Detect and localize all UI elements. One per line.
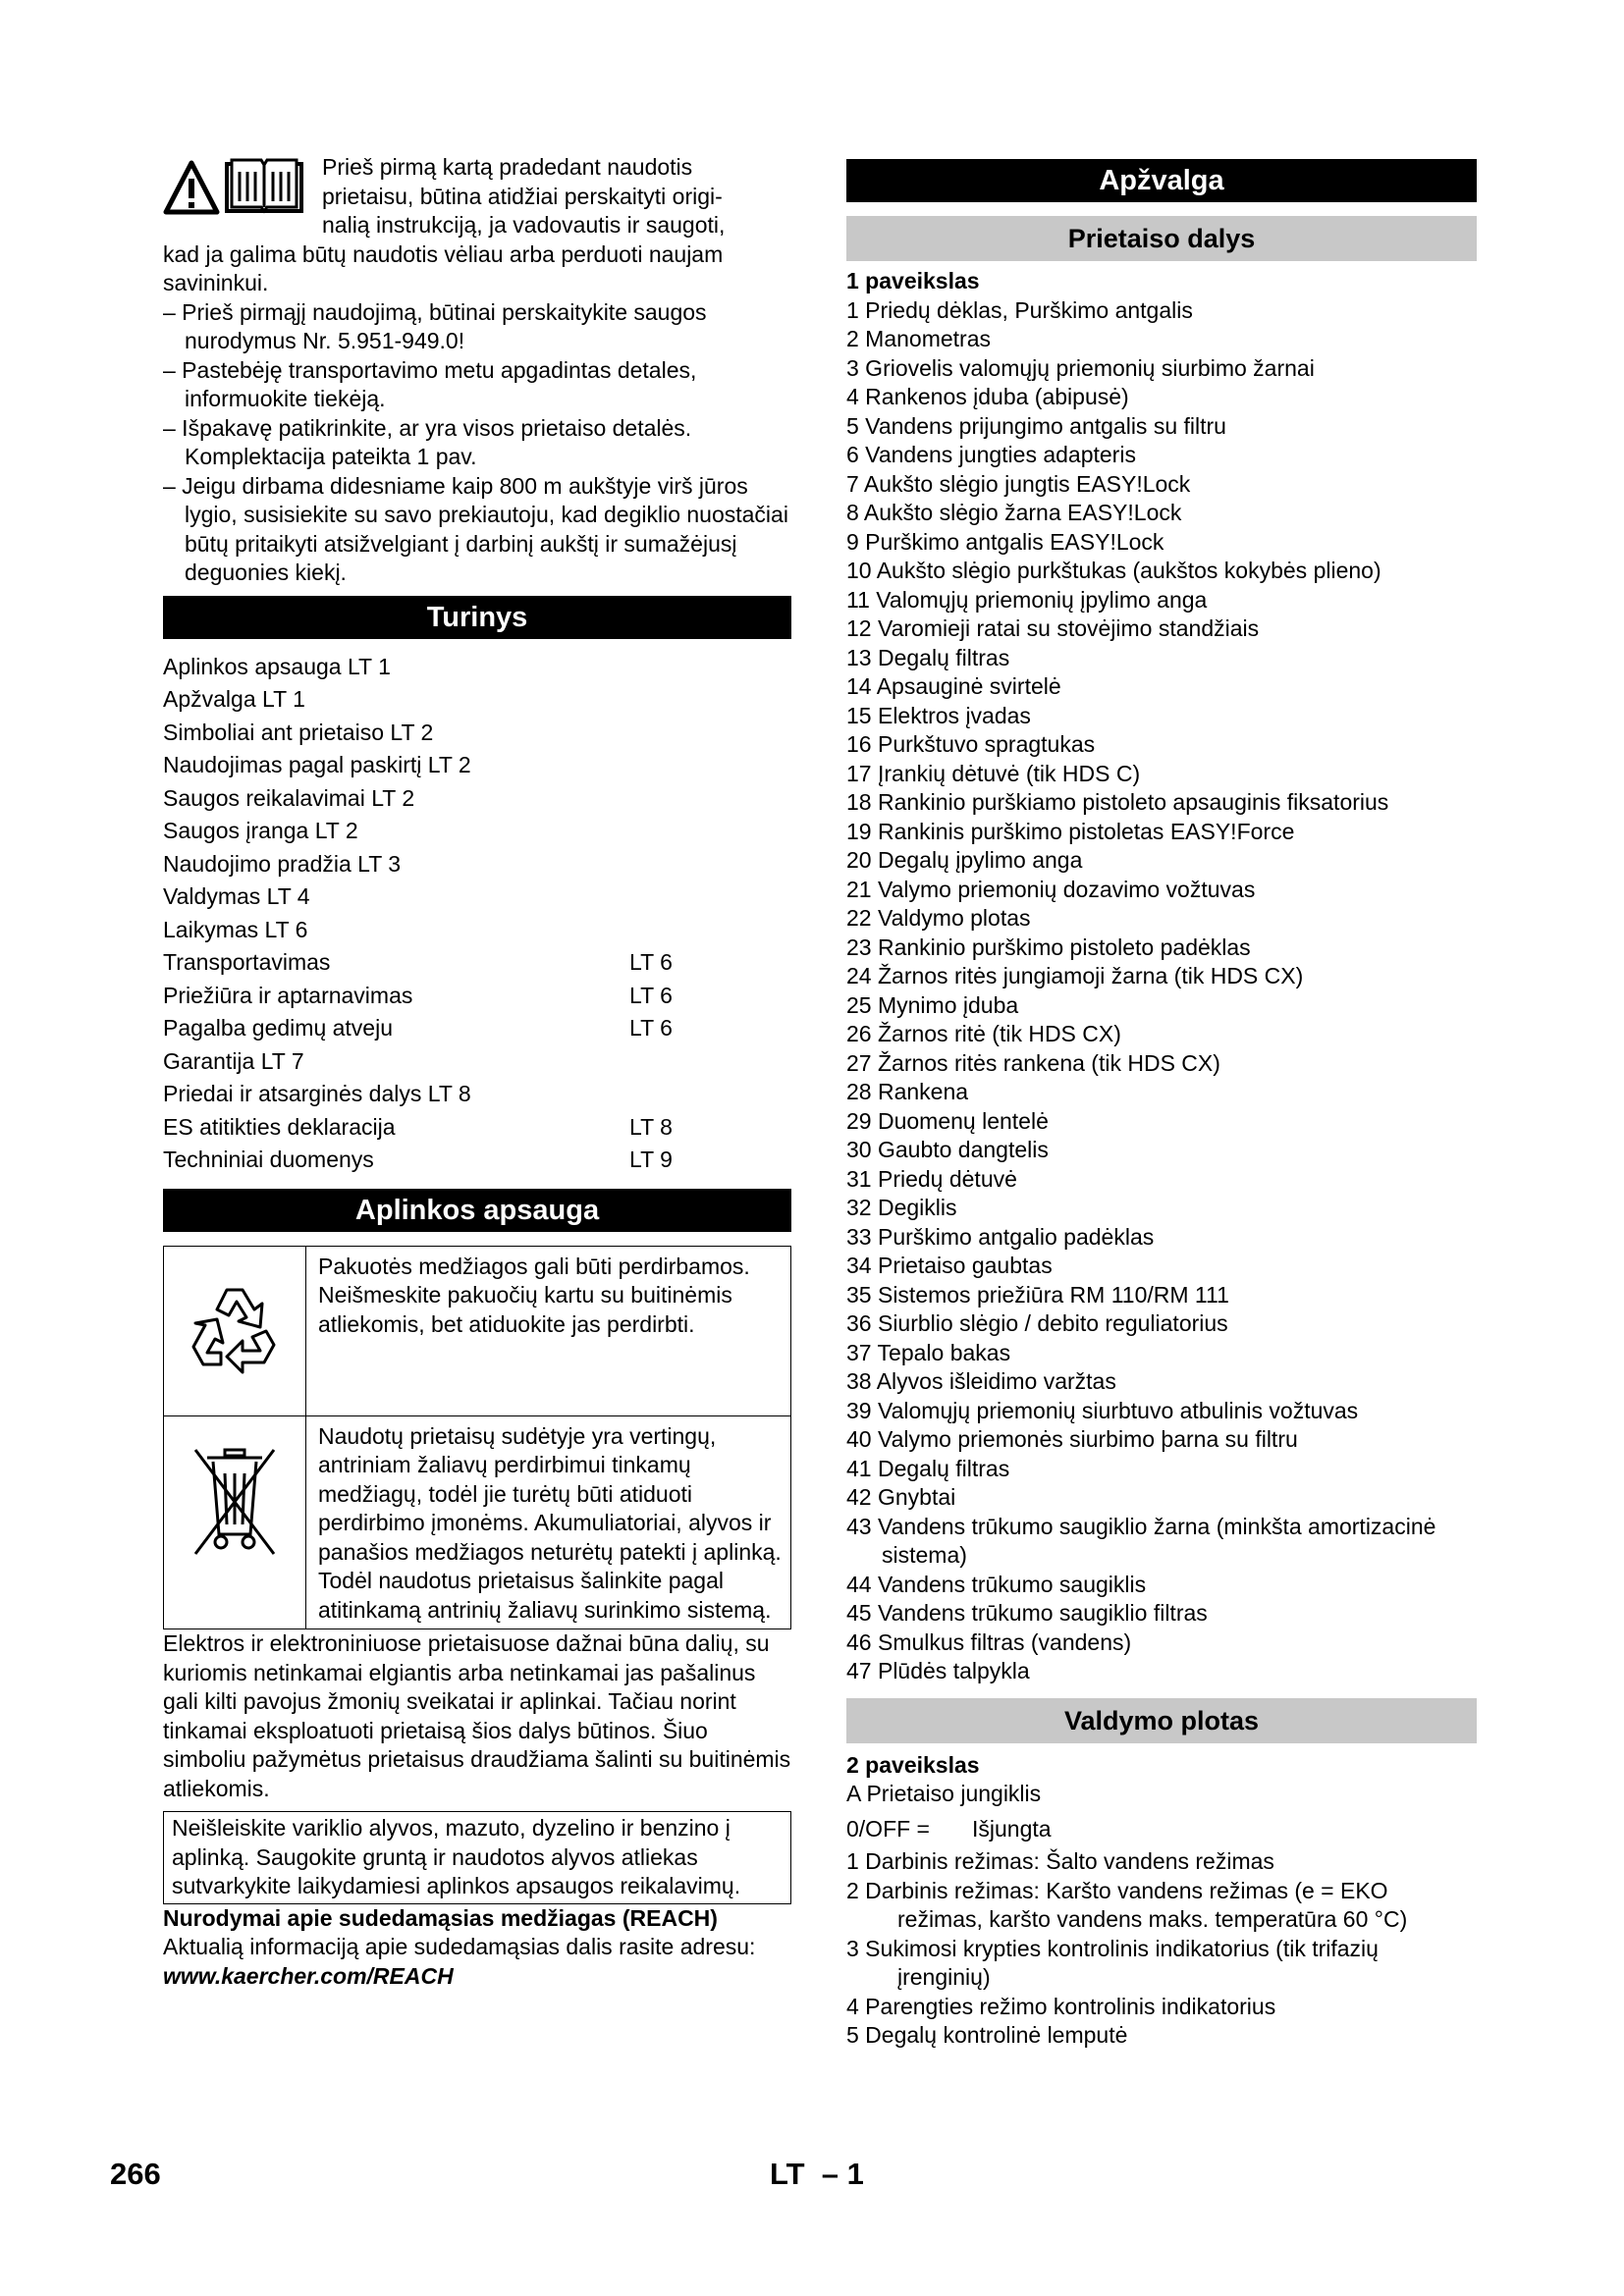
- env-table: [163, 1246, 791, 1630]
- part-item: 18 Rankinio purškiamo pistoleto apsauginis fiksatorius: [846, 789, 1389, 815]
- env-icon-cell: [164, 1246, 306, 1415]
- intro-bullet: – Prieš pirmąjį naudojimą, būtinai perskaitykite saugos nurodymus Nr. 5.951-949.0!: [163, 298, 707, 353]
- control-item: 5 Degalų kontrolinė lemputė: [846, 2022, 1128, 2048]
- part-item: 38 Alyvos išleidimo varžtas: [846, 1368, 1116, 1394]
- part-item: 17 Įrankių dėtuvė (tik HDS C): [846, 760, 1141, 786]
- toc-heading: Turinys: [163, 596, 791, 639]
- part-item: 46 Smulkus filtras (vandens): [846, 1629, 1132, 1655]
- parts-heading: Prietaiso dalys: [846, 216, 1477, 261]
- toc-entry-title: Naudojimo pradžia LT 3: [163, 850, 402, 877]
- toc-entry-title: Transportavimas: [163, 949, 331, 975]
- intro-section: [163, 153, 791, 588]
- figure-2-label: 2 paveikslas: [846, 1751, 980, 1778]
- toc-entry[interactable]: [163, 651, 791, 684]
- parts-list: [846, 296, 1477, 1686]
- part-item: 25 Mynimo įduba: [846, 991, 1019, 1018]
- toc-entry-title: Pagalba gedimų atveju: [163, 1015, 393, 1041]
- oil-warning-box: Neišleiskite variklio alyvos, mazuto, dyzelino ir benzino į aplinką. Saugokite gruntą ir naudotos alyvos atliekas sutvarkykite laikydamiesi aplinkos apsaugos reikalavimų.: [163, 1811, 791, 1904]
- part-item: 15 Elektros įvadas: [846, 702, 1031, 728]
- toc-list: [163, 651, 791, 1177]
- part-item: 4 Rankenos įduba (abipusė): [846, 384, 1129, 409]
- control-item: 2 Darbinis režimas: Karšto vandens režimas (e = EKO režimas, karšto vandens maks. temperatūra 60 °C): [846, 1877, 1408, 1932]
- intro-bullet: – Išpakavę patikrinkite, ar yra visos prietaiso detalės. Komplektacija pateikta 1 pav.: [163, 414, 692, 469]
- part-item: 11 Valomųjų priemonių įpylimo anga: [846, 586, 1208, 613]
- part-item: 21 Valymo priemonių dozavimo vožtuvas: [846, 876, 1256, 902]
- env-row-recycle: [164, 1246, 791, 1415]
- page-number: 266: [110, 2157, 161, 2191]
- control-list: [846, 1847, 1477, 2051]
- part-item: 26 Žarnos ritė (tik HDS CX): [846, 1021, 1121, 1046]
- intro-line-3: nalią instrukciją, ja vadovautis ir saugoti,: [322, 212, 726, 238]
- part-item: 31 Priedų dėtuvė: [846, 1165, 1017, 1192]
- toc-entry-title: Laikymas LT 6: [163, 916, 308, 942]
- toc-entry[interactable]: [163, 1045, 791, 1079]
- toc-entry-title: Apžvalga LT 1: [163, 686, 305, 712]
- part-item: 22 Valdymo plotas: [846, 905, 1031, 931]
- toc-entry[interactable]: [163, 914, 791, 947]
- part-item: 33 Purškimo antgalio padėklas: [846, 1223, 1155, 1250]
- toc-entry-page: LT 8: [629, 1113, 673, 1140]
- part-item: 20 Degalų įpylimo anga: [846, 847, 1083, 873]
- part-item: 8 Aukšto slėgio žarna EASY!Lock: [846, 500, 1182, 525]
- control-item: 3 Sukimosi krypties kontrolinis indikatorius (tik trifazių įrenginių): [846, 1935, 1379, 1990]
- part-item: 32 Degiklis: [846, 1195, 957, 1220]
- off-value: Išjungta: [972, 1815, 1052, 1842]
- part-item: 45 Vandens trūkumo saugiklio filtras: [846, 1600, 1208, 1626]
- toc-entry-title: Saugos reikalavimai LT 2: [163, 784, 415, 811]
- env-icon-cell: [164, 1415, 306, 1629]
- part-item: 39 Valomųjų priemonių siurbtuvo atbulinis vožtuvas: [846, 1397, 1359, 1423]
- env-heading: Aplinkos apsauga: [163, 1189, 791, 1232]
- part-item: 16 Purkštuvo spragtukas: [846, 731, 1096, 757]
- part-item: 5 Vandens prijungimo antgalis su filtru: [846, 412, 1226, 439]
- toc-entry-title: Priedai ir atsarginės dalys LT 8: [163, 1081, 471, 1106]
- switch-label: A Prietaiso jungiklis: [846, 1781, 1042, 1806]
- intro-rest: kad ja galima būtų naudotis vėliau arba perduoti naujam savininkui.: [163, 240, 724, 295]
- part-item: 36 Siurblio slėgio / debito reguliatorius: [846, 1310, 1228, 1336]
- toc-entry[interactable]: [163, 782, 791, 816]
- toc-entry[interactable]: [163, 1012, 791, 1045]
- part-item: 44 Vandens trūkumo saugiklis: [846, 1571, 1147, 1597]
- toc-entry[interactable]: [163, 946, 791, 980]
- toc-entry[interactable]: [163, 683, 791, 717]
- part-item: 41 Degalų filtras: [846, 1455, 1010, 1481]
- toc-entry[interactable]: [163, 881, 791, 914]
- toc-entry-title: ES atitikties deklaracija: [163, 1113, 396, 1140]
- toc-entry-page: LT 6: [629, 982, 673, 1008]
- off-row: [846, 1815, 1477, 1844]
- toc-entry[interactable]: [163, 815, 791, 848]
- recycle-text: Pakuotės medžiagos gali būti perdirbamos. Neišmeskite pakuočių kartu su buitinėmis atliekomis, bet atiduokite jas perdirbti.: [306, 1246, 791, 1415]
- toc-entry-page: LT 6: [629, 949, 673, 975]
- toc-entry[interactable]: [163, 1144, 791, 1177]
- reach-heading: Nurodymai apie sudedamąsias medžiagas (REACH): [163, 1904, 718, 1931]
- part-item: 3 Griovelis valomųjų priemonių siurbimo žarnai: [846, 354, 1315, 381]
- warning-icon: [163, 160, 220, 217]
- off-key: 0/OFF =: [846, 1815, 930, 1842]
- overview-heading: Apžvalga: [846, 159, 1477, 202]
- language-page-label: LT – 1: [770, 2157, 864, 2191]
- part-item: 14 Apsauginė svirtelė: [846, 673, 1061, 699]
- part-item: 10 Aukšto slėgio purkštukas (aukštos kokybės plieno): [846, 558, 1381, 583]
- part-item: 9 Purškimo antgalis EASY!Lock: [846, 528, 1164, 555]
- env-row-weee: [164, 1415, 791, 1629]
- control-panel-heading: Valdymo plotas: [846, 1698, 1477, 1743]
- right-column: [846, 153, 1477, 2051]
- part-item: 29 Duomenų lentelė: [846, 1107, 1049, 1134]
- toc-entry[interactable]: [163, 717, 791, 750]
- part-item: 24 Žarnos ritės jungiamoji žarna (tik HDS CX): [846, 963, 1304, 988]
- toc-entry-title: Naudojimas pagal paskirtį LT 2: [163, 752, 471, 777]
- control-item: 1 Darbinis režimas: Šalto vandens režimas: [846, 1848, 1274, 1874]
- part-item: 34 Prietaiso gaubtas: [846, 1253, 1053, 1278]
- weee-text: Naudotų prietaisų sudėtyje yra vertingų, antriniam žaliavų perdirbimui tinkamų medžiagų, todėl jie turėtų būti atiduoti perdirbimo įmonėms. Akumuliatoriai, alyvos ir panašios medžiagos neturėtų patekti į aplinką. Todėl naudotus prietaisus šalinkite pagal atitinkamą antrinių žaliavų surinkimo sistemą.: [306, 1415, 791, 1629]
- crossed-bin-icon: [188, 1444, 282, 1562]
- reach-link[interactable]: www.kaercher.com/REACH: [163, 1962, 454, 1989]
- intro-bullet: – Pastebėję transportavimo metu apgadintas detales, informuokite tiekėją.: [163, 356, 697, 411]
- toc-entry-page: LT 6: [629, 1015, 673, 1041]
- part-item: 1 Priedų dėklas, Purškimo antgalis: [846, 296, 1193, 323]
- part-item: 37 Tepalo bakas: [846, 1339, 1011, 1365]
- intro-line-1: Prieš pirmą kartą pradedant naudotis: [322, 154, 693, 180]
- figure-1-label: 1 paveikslas: [846, 268, 980, 294]
- toc-entry-title: Techniniai duomenys: [163, 1147, 374, 1172]
- toc-entry-title: Priežiūra ir aptarnavimas: [163, 982, 413, 1008]
- toc-entry[interactable]: [163, 980, 791, 1013]
- part-item: 42 Gnybtai: [846, 1484, 956, 1510]
- part-item: 27 Žarnos ritės rankena (tik HDS CX): [846, 1049, 1220, 1076]
- toc-entry-title: Saugos įranga LT 2: [163, 818, 358, 843]
- part-item: 19 Rankinis purškimo pistoletas EASY!Force: [846, 818, 1295, 844]
- part-item: 2 Manometras: [846, 326, 992, 351]
- toc-entry-title: Garantija LT 7: [163, 1047, 304, 1074]
- part-item: 13 Degalų filtras: [846, 644, 1010, 670]
- toc-entry-title: Simboliai ant prietaiso LT 2: [163, 719, 434, 745]
- toc-entry-page: LT 9: [629, 1147, 673, 1172]
- part-item: 28 Rankena: [846, 1079, 969, 1104]
- toc-entry[interactable]: [163, 1111, 791, 1145]
- recycle-icon: [184, 1276, 286, 1378]
- part-item: 40 Valymo priemonės siurbimo þarna su filtru: [846, 1426, 1298, 1452]
- intro-line-2: prietaisu, būtina atidžiai perskaityti origi-: [322, 183, 723, 209]
- electronics-text: Elektros ir elektroniniuose prietaisuose dažnai būna dalių, su kuriomis netinkamai elgiantis arba netinkamai jas pašalinus gali kilti pavojus žmonių sveikatai ir aplinkai. Tačiau norint tinkamai eksploatuoti prietaisą šios dalys būtinos. Šiuo simboliu pažymėtus prietaisus draudžiama šalinti su buitinėmis atliekomis.: [163, 1630, 791, 1801]
- part-item: 6 Vandens jungties adapteris: [846, 442, 1136, 467]
- part-item: 47 Plūdės talpykla: [846, 1658, 1030, 1683]
- part-item: 7 Aukšto slėgio jungtis EASY!Lock: [846, 470, 1191, 497]
- part-item: 35 Sistemos priežiūra RM 110/RM 111: [846, 1281, 1229, 1308]
- toc-entry[interactable]: [163, 848, 791, 881]
- part-item: 30 Gaubto dangtelis: [846, 1137, 1049, 1162]
- left-column: [163, 153, 791, 1991]
- intro-icons: [163, 156, 306, 217]
- part-item: 23 Rankinio purškimo pistoleto padėklas: [846, 934, 1251, 960]
- manual-book-icon: [224, 156, 304, 215]
- toc-entry-title: Aplinkos apsauga LT 1: [163, 653, 391, 679]
- reach-text: Aktualią informaciją apie sudedamąsias dalis rasite adresu:: [163, 1934, 756, 1959]
- control-item: 4 Parengties režimo kontrolinis indikatorius: [846, 1993, 1276, 2019]
- toc-entry[interactable]: [163, 749, 791, 782]
- intro-bullet: – Jeigu dirbama didesniame kaip 800 m aukštyje virš jūros lygio, susisiekite su savo prekiautoju, kad degiklio nuostačiai būtų pritaikyti atsižvelgiant į darbinį aukštį ir sumažėjusį deguonies kiekį.: [163, 472, 788, 585]
- toc-entry[interactable]: [163, 1078, 791, 1111]
- part-item: 43 Vandens trūkumo saugiklio žarna (minkšta amortizacinė sistema): [846, 1513, 1436, 1568]
- toc-entry-title: Valdymas LT 4: [163, 883, 310, 909]
- part-item: 12 Varomieji ratai su stovėjimo standžiais: [846, 615, 1260, 641]
